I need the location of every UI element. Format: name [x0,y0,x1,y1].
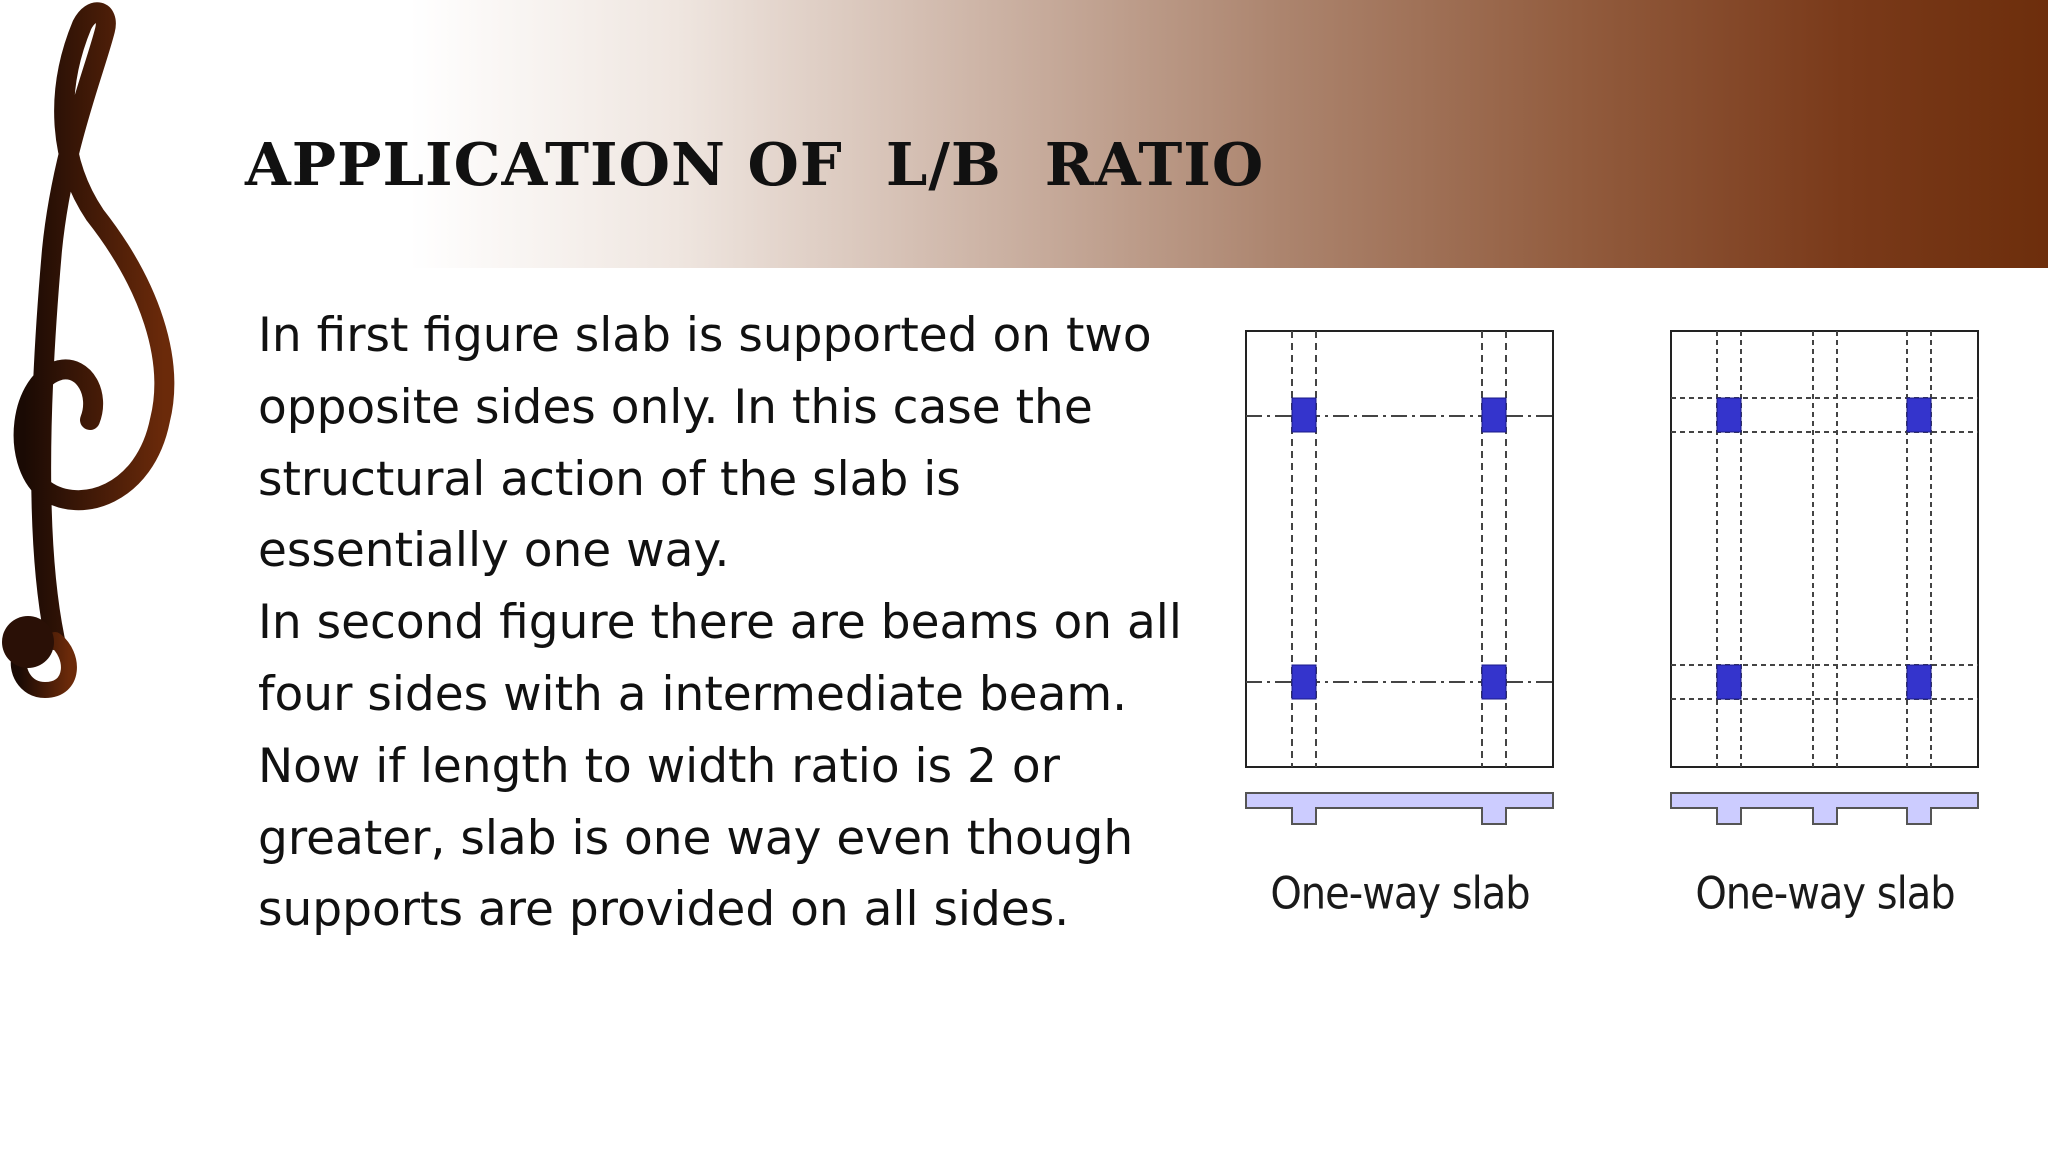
slab-plan-diagram-2 [1668,326,1982,826]
caption-one-way-slab-1: One-way slab [1270,868,1530,920]
paragraph-2: In second figure there are beams on all four sides with a intermediate beam. Now if length to width ratio is 2 or greater, slab is one way even though supports are provided on all sides. [258,595,1182,938]
column-marker [1717,398,1741,432]
column-marker [1907,665,1931,699]
paragraph-1: In first figure slab is supported on two opposite sides only. In this case the structural action of the slab is essentially one way. [258,308,1152,579]
slab-plan-diagram-1 [1243,326,1557,826]
column-marker [1292,665,1316,699]
column-marker [1717,665,1741,699]
column-marker [1907,398,1931,432]
figure-one-way-slab-1 [1243,326,1557,946]
caption-one-way-slab-2: One-way slab [1695,868,1955,920]
column-marker [1292,398,1316,432]
column-marker [1482,398,1506,432]
column-marker [1482,665,1506,699]
figure-one-way-slab-2 [1668,326,1982,946]
slide-title: APPLICATION OF L/B RATIO [245,130,1265,199]
beam-section [1246,793,1553,824]
body-text [258,300,1208,946]
beam-section [1671,793,1978,824]
treble-clef-icon [0,0,185,700]
